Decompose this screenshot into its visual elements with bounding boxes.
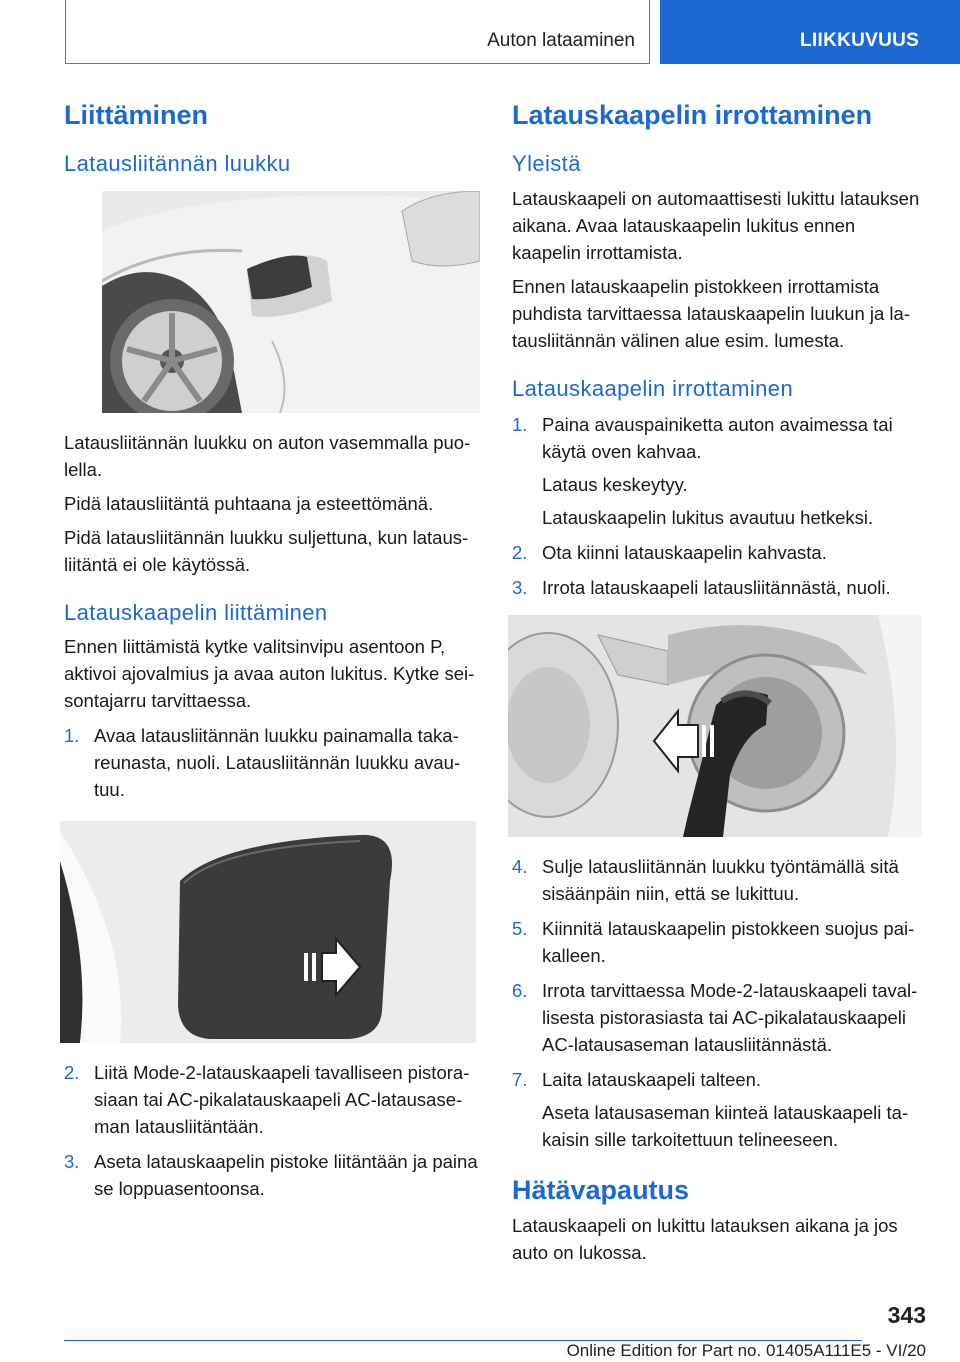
keep-closed-text: Pidä latausliitännän luukku suljettuna, kun latausliitäntä ei ole käytössä. — [64, 527, 469, 576]
heading-connecting: Liittäminen — [64, 100, 209, 130]
disconnect-steps-a — [512, 411, 926, 601]
step-number: 7. — [512, 1068, 528, 1090]
step-item — [512, 411, 926, 531]
step-number: 5. — [512, 917, 528, 939]
step-item — [512, 574, 926, 601]
heading-charging-door: Latausliitännän luukku — [64, 151, 291, 177]
heading-disconnecting: Latauskaapelin irrottaminen — [512, 100, 873, 130]
step-text: Irrota tarvittaessa Mode-2-latauskaapeli tavallisesta pistorasiasta tai AC-pikalatauskaapeli AC-latausaseman latausliitännästä. — [542, 979, 918, 1055]
right-column — [512, 100, 926, 1273]
heading-disconnect-cable: Latauskaapelin irrottaminen — [512, 376, 794, 402]
header-section-box — [65, 0, 650, 64]
step-item — [512, 853, 926, 907]
chapter-tab[interactable] — [660, 0, 960, 64]
step-text: Paina avauspainiketta auton avaimessa tai käytä oven kahvaa. — [542, 413, 893, 462]
step-subtext: Latauskaapelin lukitus avautuu hetkeksi. — [542, 506, 874, 528]
section-title: Auton lataaminen — [487, 30, 635, 51]
charging-door-car-illustration — [102, 191, 480, 413]
step-text: Avaa latausliitännän luukku painamalla takareunasta, nuoli. Latausliitännän luukku avautuu. — [94, 724, 461, 800]
step-item — [512, 915, 926, 969]
chapter-tab-label: LIIKKUVUUS — [800, 30, 920, 51]
step-text: Aseta latauskaapelin pistoke liitäntään ja paina se loppuasentoonsa. — [94, 1150, 478, 1199]
left-column — [64, 100, 478, 1210]
step-subtext: Lataus keskeytyy. — [542, 473, 688, 495]
step-number: 3. — [512, 576, 528, 598]
step-number: 1. — [64, 724, 80, 746]
step-number: 4. — [512, 855, 528, 877]
step-item — [512, 977, 926, 1058]
step-number: 6. — [512, 979, 528, 1001]
step-subtext: Aseta latausaseman kiinteä latauskaapeli takaisin sille tarkoitettuun telineeseen. — [542, 1101, 909, 1150]
step-text: Laita latauskaapeli talteen. — [542, 1068, 762, 1090]
heading-connect-cable: Latauskaapelin liittäminen — [64, 600, 328, 626]
heading-general: Yleistä — [512, 151, 581, 177]
door-location-text: Latausliitännän luukku on auton vasemmalla puolella. — [64, 432, 471, 481]
step-item — [64, 722, 478, 803]
connect-steps-a — [64, 722, 478, 803]
clean-before-text: Ennen latauskaapelin pistokkeen irrottamista puhdista tarvittaessa latauskaapelin luukun ja latausliitännän välinen alue esim. lumesta. — [512, 276, 911, 352]
step-text: Kiinnitä latauskaapelin pistokkeen suojus paikalleen. — [542, 917, 915, 966]
charging-door-press-illustration — [60, 821, 476, 1043]
cable-unplug-illustration — [508, 615, 922, 837]
heading-emergency-release: Hätävapautus — [512, 1174, 690, 1205]
cable-locked-text: Latauskaapeli on automaattisesti lukittu latauksen aikana. Avaa latauskaapelin lukitus ennen kaapelin irrottamista. — [512, 188, 920, 264]
step-text: Liitä Mode-2-latauskaapeli tavalliseen pistorasiaan tai AC-pikalatauskaapeli AC-latausaseman latausliitäntään. — [94, 1061, 470, 1137]
connect-steps-b — [64, 1059, 478, 1202]
step-item — [64, 1148, 478, 1202]
keep-clean-text: Pidä latausliitäntä puhtaana ja esteettömänä. — [64, 493, 434, 515]
page-number: 343 — [887, 1302, 926, 1328]
emergency-release-text: Latauskaapeli on lukittu latauksen aikana ja jos auto on lukossa. — [512, 1214, 898, 1263]
step-item — [512, 539, 926, 566]
step-number: 1. — [512, 413, 528, 435]
step-text: Ota kiinni latauskaapelin kahvasta. — [542, 541, 827, 563]
footer-edition: Online Edition for Part no. 01405A111E5 - VI/20 — [566, 1341, 926, 1360]
step-text: Sulje latausliitännän luukku työntämällä sitä sisäänpäin niin, että se lukittuu. — [542, 855, 899, 904]
step-number: 3. — [64, 1150, 80, 1172]
step-number: 2. — [512, 541, 528, 563]
disconnect-steps-b — [512, 853, 926, 1153]
step-number: 2. — [64, 1061, 80, 1083]
step-item — [512, 1066, 926, 1153]
step-item — [64, 1059, 478, 1140]
before-connecting-text: Ennen liittämistä kytke valitsinvipu asentoon P, aktivoi ajovalmius ja avaa auton lukitus. Kytke seisontajarru tarvittaessa. — [64, 635, 475, 711]
step-text: Irrota latauskaapeli latausliitännästä, nuoli. — [542, 576, 891, 598]
